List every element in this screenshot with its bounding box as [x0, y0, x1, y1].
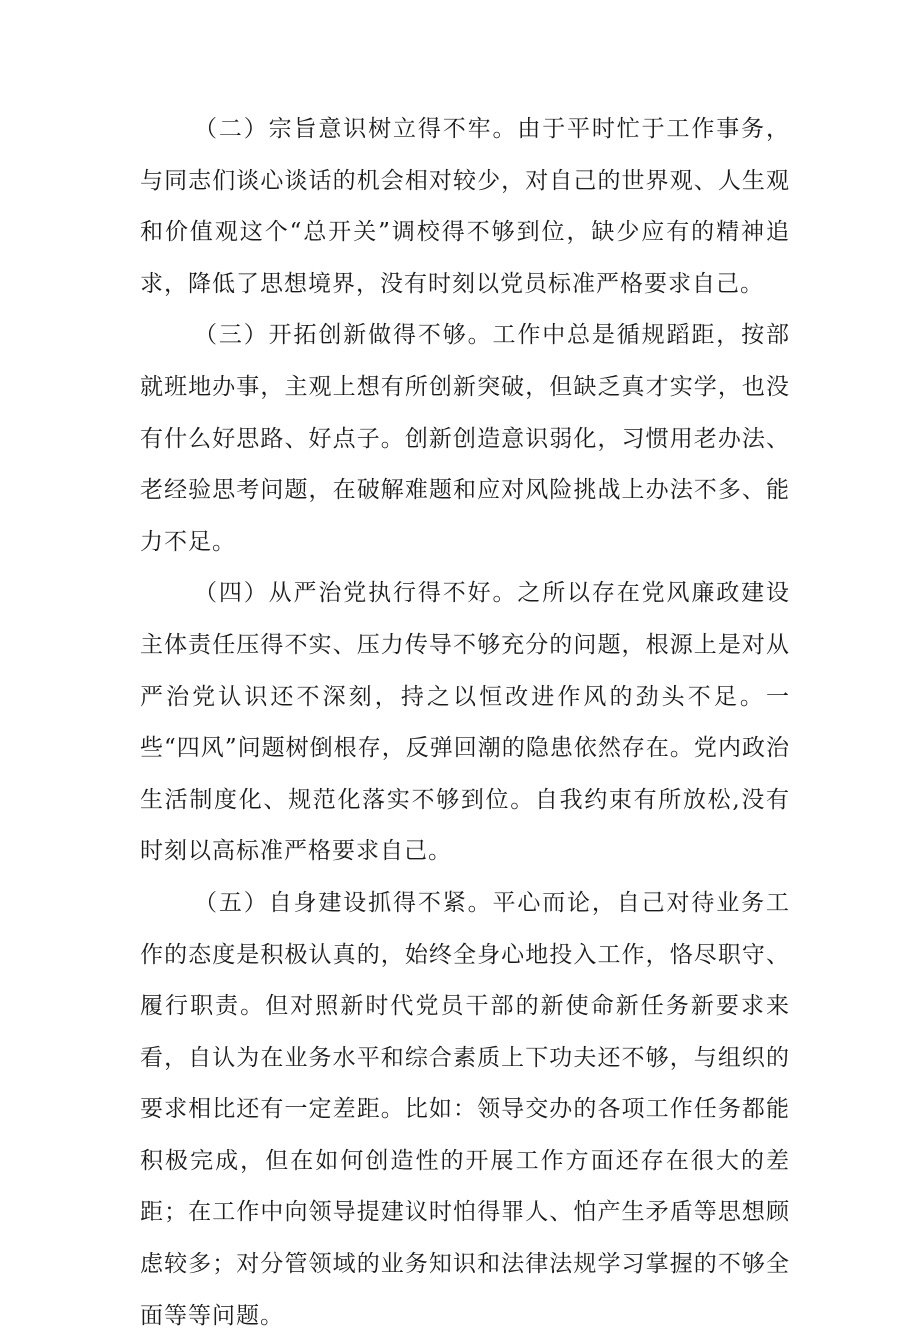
- paragraph-5: （五）自身建设抓得不紧。平心而论，自己对待业务工作的态度是积极认真的，始终全身心地投入工作，恪尽职守、履行职责。但对照新时代党员干部的新使命新任务新要求来看，自认为在业务水平和综合素质上下功夫还不够，与组织的要求相比还有一定差距。比如：领导交办的各项工作任务都能积极完成，但在如何创造性的开展工作方面还存在很大的差距；在工作中向领导提建议时怕得罪人、怕产生矛盾等思想顾虑较多；对分管领域的业务知识和法律法规学习掌握的不够全面等等问题。: [140, 889, 790, 1329]
- paragraph-3: （三）开拓创新做得不够。工作中总是循规蹈距，按部就班地办事，主观上想有所创新突破，但缺乏真才实学，也没有什么好思路、好点子。创新创造意识弱化，习惯用老办法、老经验思考问题，在破解难题和应对风险挑战上办法不多、能力不足。: [140, 322, 790, 555]
- document-body: [140, 104, 790, 1342]
- paragraph-4: （四）从严治党执行得不好。之所以存在党风廉政建设主体责任压得不实、压力传导不够充分的问题，根源上是对从严治党认识还不深刻，持之以恒改进作风的劲头不足。一些“四风”问题树倒根存，反弹回潮的隐患依然存在。党内政治生活制度化、规范化落实不够到位。自我约束有所放松,没有时刻以高标准严格要求自己。: [140, 580, 790, 865]
- paragraph-2: （二）宗旨意识树立得不牢。由于平时忙于工作事务，与同志们谈心谈话的机会相对较少，对自己的世界观、人生观和价值观这个“总开关”调校得不够到位，缺少应有的精神追求，降低了思想境界，没有时刻以党员标准严格要求自己。: [140, 116, 790, 297]
